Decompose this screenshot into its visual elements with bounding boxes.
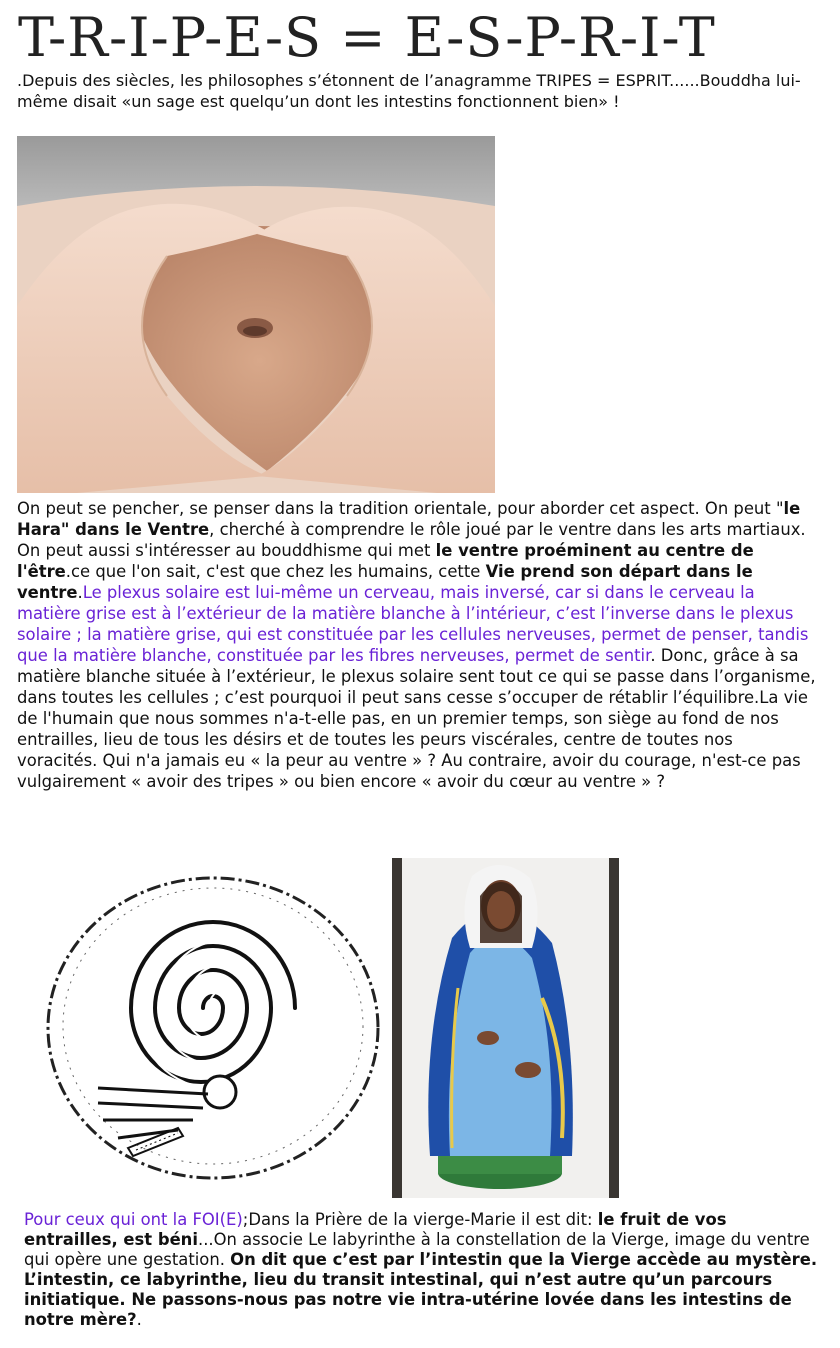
page-title: T-R-I-P-E-S = E-S-P-R-I-T <box>18 6 716 69</box>
closing-paragraph <box>24 1210 820 1330</box>
para-text-4: . <box>77 583 83 602</box>
belly-hands-heart-image <box>17 136 495 493</box>
para-bold-ventre: le ventre proéminent au centre de l'être <box>17 541 754 581</box>
closing-text-1: ;Dans la Prière de la vierge-Marie il est dit: <box>242 1210 598 1229</box>
para-text-2: , cherché à comprendre le rôle joué par le ventre dans les arts martiaux. On peut aussi s'intéresser au bouddhisme qui met <box>17 520 806 560</box>
para-text-3: .ce que l'on sait, c'est que chez les humains, cette <box>65 562 486 581</box>
para-purple-plexus: Le plexus solaire est lui-même un cerveau, mais inversé, car si dans le cerveau la matière grise est à l’extérieur de la matière blanche à l’intérieur, c’est l’inverse dans le plexus solaire ; la matière grise, qui est constituée par les cellules nerveuses, permet de penser, tandis que la matière blanche, constituée par les fibres nerveuses, permet de sentir <box>17 583 809 665</box>
para-bold-hara: le Hara" dans le Ventre <box>17 499 801 539</box>
para-text-5: . Donc, grâce à sa matière blanche située à l’extérieur, le plexus solaire sent tout ce qui se passe dans l’organisme, dans toutes les cellules ; c’est pourquoi il peut sans cesse s’occuper de rétablir l’équilibre.La vie de l'humain que nous sommes n'a-t-elle pas, en un premier temps, son siège au fond de nos entrailles, lieu de tous les désirs et de toutes les peurs viscérales, centre de toutes nos voracités. Qui n'a jamais eu « la peur au ventre » ? Au contraire, avoir du courage, n'est-ce pas vulgairement « avoir des tripes » ou bien encore « avoir du cœur au ventre » ? <box>17 646 816 791</box>
intro-text: .Depuis des siècles, les philosophes s’étonnent de l’anagramme TRIPES = ESPRIT......Bouddha lui-même disait «un sage est quelqu’un dont les intestins fonctionnent bien» ! <box>17 71 801 111</box>
virgin-mary-statue-image <box>392 858 619 1198</box>
closing-purple-foi: Pour ceux qui ont la FOI(E) <box>24 1210 243 1229</box>
closing-bold-intestin: On dit que c’est par l’intestin que la Vierge accède au mystère. L’intestin, ce labyrinthe, lieu du transit intestinal, qui n’est autre qu’un parcours initiatique. Ne passons-nous pas notre vie intra-utérine lovée dans les intestins de notre mère? <box>24 1250 818 1329</box>
closing-bold-fruit: le fruit de vos entrailles, est béni <box>24 1210 727 1249</box>
closing-text-3: . <box>136 1310 142 1329</box>
body-paragraph <box>17 498 817 792</box>
para-text-1: On peut se pencher, se penser dans la tradition orientale, pour aborder cet aspect. On peut " <box>17 499 784 518</box>
labyrinth-drawing-image <box>28 858 390 1198</box>
para-bold-vie: Vie prend son départ dans le ventre <box>17 562 753 602</box>
closing-text-2: ...On associe Le labyrinthe à la constellation de la Vierge, image du ventre qui opère une gestation. <box>24 1230 810 1269</box>
